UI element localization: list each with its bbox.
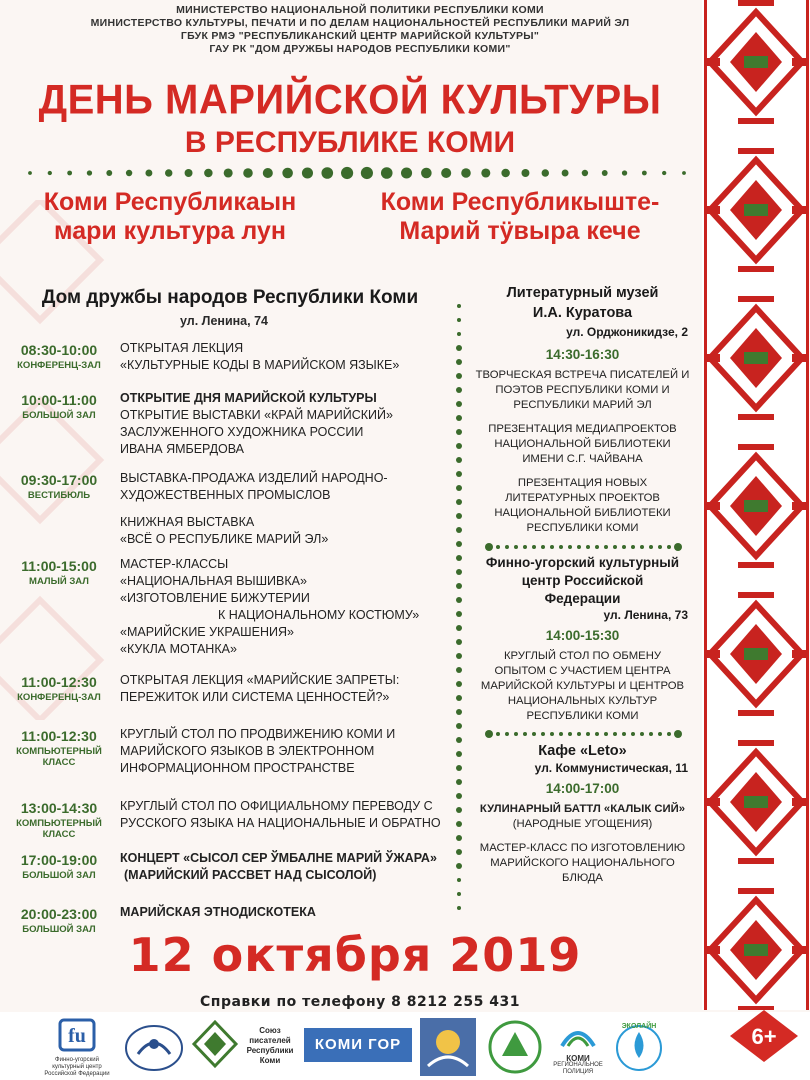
schedule-place: МАЛЫЙ ЗАЛ [29,576,89,587]
divider-dot [282,168,293,179]
divider-dot [204,169,213,178]
divider-dot [456,807,462,813]
culture-logo-icon [484,1018,546,1076]
divider-dot [649,545,653,549]
age-rating-text: 6+ [751,1024,777,1049]
museum-event-3-line4: РЕСПУБЛИКИ КОМИ [526,522,639,534]
fu-center-logo-text [42,1057,112,1078]
museum-event-2-line3: ИМЕНИ С.Г. ЧАЙВАНА [522,453,643,465]
divider-dot [457,318,461,322]
cafe-title: Кафе «Leto» [538,743,627,759]
organizer-2: МИНИСТЕРСТВО КУЛЬТУРЫ, ПЕЧАТИ И ПО ДЕЛАМ НАЦИОНАЛЬНОСТЕЙ РЕСПУБЛИКИ МАРИЙ ЭЛ [90,17,630,29]
divider-dot [456,835,462,841]
cafe-event-1 [465,802,700,832]
schedule-description-line: «КУКЛА МОТАНКА» [120,642,237,656]
schedule-description-line: РУССКОГО ЯЗЫКА НА НАЦИОНАЛЬНЫЕ И ОБРАТНО [120,816,441,830]
divider-dot [604,732,608,736]
museum-event-3-line2: ЛИТЕРАТУРНЫХ ПРОЕКТОВ [505,492,660,504]
right-column [465,283,700,886]
divider-dot [456,429,462,435]
divider-dot [421,168,432,179]
dots-divider [22,166,692,180]
divider-dot [456,583,462,589]
divider-dot [577,545,581,549]
divider-dot [87,170,92,175]
fu-text-2: культурный центр [52,1064,102,1070]
divider-dot [457,878,461,882]
schedule-description [120,390,450,458]
divider-dot [658,545,662,549]
divider-dot [577,732,581,736]
writers-union-line3: Республики [246,1046,294,1055]
center-event-line2: ОПЫТОМ С УЧАСТИЕМ ЦЕНТРА [494,665,671,677]
schedule-description-line: ИНФОРМАЦИОННОМ ПРОСТРАНСТВЕ [120,761,355,775]
cafe-event-2 [465,841,700,886]
cafe-address: ул. Коммунистическая, 11 [534,761,688,775]
divider-dot [456,513,462,519]
divider-dot [667,545,671,549]
divider-dot [456,485,462,491]
schedule-place: БОЛЬШОЙ ЗАЛ [22,410,96,421]
divider-dot [532,545,536,549]
fu-logo-icon [42,1018,112,1052]
divider-dot [456,779,462,785]
schedule-description [120,470,450,548]
museum-event-3 [465,476,700,536]
divider-dot [631,732,635,736]
divider-dot [658,732,662,736]
schedule-place-word: КЛАСС [42,829,76,840]
divider-dot [559,545,563,549]
partner-logos [0,1012,810,1080]
schedule-description-line: КРУГЛЫЙ СТОЛ ПО ОФИЦИАЛЬНОМУ ПЕРЕВОДУ С [120,799,433,813]
divider-dot [496,545,500,549]
schedule-description-line: ОТКРЫТИЕ ДНЯ МАРИЙСКОЙ КУЛЬТУРЫ [120,391,377,405]
divider-dot [649,732,653,736]
writers-union-line4: Коми [259,1056,281,1065]
left-venue-address: ул. Ленина, 74 [180,314,268,328]
divider-dot [456,373,462,379]
divider-dot [321,167,333,179]
ecoline-logo [608,1018,670,1076]
divider-dot [582,170,588,176]
cafe-time: 14:00-17:00 [545,781,620,796]
divider-dot [381,167,393,179]
divider-dot [263,168,273,178]
komi-gor-text: КОМИ ГОР [314,1036,402,1053]
schedule-description-line: КОНЦЕРТ «СЫСОЛ СЕР ЎМБАЛНЕ МАРИЙ ЎЖАРА» [120,851,437,865]
library-logo-icon [190,1018,240,1076]
schedule-time: 13:00-14:30 [20,800,98,816]
schedule-description-line: ОТКРЫТАЯ ЛЕКЦИЯ «МАРИЙСКИЕ ЗАПРЕТЫ: [120,673,400,687]
divider-dot [185,169,193,177]
divider-dot [667,732,671,736]
main-subtitle: В РЕСПУБЛИКЕ КОМИ [184,126,516,159]
divider-dot [456,695,462,701]
center-event-line1: КРУГЛЫЙ СТОЛ ПО ОБМЕНУ [503,650,662,662]
divider-dot [662,171,666,175]
ornament-motif [706,740,806,864]
center-title-line1: Финно-угорский культурный [485,555,680,570]
schedule-place: КОНФЕРЕНЦ-ЗАЛ [17,692,101,703]
divider-dot [457,892,461,896]
divider-dot [456,457,462,463]
divider-dot [456,639,462,645]
schedule-time: 11:00-12:30 [21,728,97,744]
divider-dot [586,545,590,549]
schedule-description-line: КРУГЛЫЙ СТОЛ ПО ПРОДВИЖЕНИЮ КОМИ И [120,727,396,741]
ornament-motif [706,0,806,124]
divider-dot [586,732,590,736]
ornament-motif [706,888,806,1010]
divider-dot [456,401,462,407]
schedule-description-line: ХУДОЖЕСТВЕННЫХ ПРОМЫСЛОВ [120,488,331,502]
divider-dot [341,167,353,179]
left-venue-name: Дом дружбы народов Республики Коми [41,287,419,308]
divider-dot [642,171,647,176]
schedule-description [120,850,450,884]
schedule-description-line: МАСТЕР-КЛАССЫ [120,557,229,571]
museum-event-2-line1: ПРЕЗЕНТАЦИЯ МЕДИАПРОЕКТОВ [488,423,677,435]
komi-region-logo-text [552,1055,604,1076]
organizer-4: ГАУ РК "ДОМ ДРУЖБЫ НАРОДОВ РЕСПУБЛИКИ КОМИ" [209,43,511,55]
divider-dot [456,653,462,659]
divider-dot [106,170,112,176]
divider-dot [456,527,462,533]
schedule-time: 08:30-10:00 [20,342,98,358]
divider-dot [542,169,549,176]
divider-dot [505,732,509,736]
schedule-description-line: «ИЗГОТОВЛЕНИЕ БИЖУТЕРИИ [120,591,310,605]
schedule-description-line: (МАРИЙСКИЙ РАССВЕТ НАД СЫСОЛОЙ) [124,868,377,882]
divider-dot [559,732,563,736]
divider-dot [456,387,462,393]
mari-title-line1: Коми Республикыште- [380,188,660,216]
schedule-description-line: ЗАСЛУЖЕННОГО ХУДОЖНИКА РОССИИ [120,425,364,439]
divider-dot [456,723,462,729]
schedule-description-line: «ВСЁ О РЕСПУБЛИКЕ МАРИЙ ЭЛ» [120,532,329,546]
divider-dot [67,171,72,176]
svg-text:fu: fu [68,1025,86,1047]
divider-dot [550,545,554,549]
divider-dot [640,732,644,736]
leto-logo [420,1018,476,1076]
schedule-description-line: ИВАНА ЯМБЕРДОВА [120,442,245,456]
schedule-place: БОЛЬШОЙ ЗАЛ [22,924,96,935]
divider-dot [568,545,572,549]
museum-event-1 [465,368,700,413]
ornament-strip [702,0,810,1010]
ornament-border [704,0,707,1010]
schedule-description [120,672,450,706]
divider-dot [456,849,462,855]
cafe-event-1-title: КУЛИНАРНЫЙ БАТТЛ «КАЛЫК СИЙ» [479,803,686,815]
komi-region-logo [552,1018,604,1076]
schedule-description-line: МАРИЙСКОГО ЯЗЫКОВ В ЭЛЕКТРОННОМ [120,744,375,758]
schedule-description [120,904,450,921]
divider-dot [48,171,52,175]
schedule-place [6,746,112,768]
fu-text-1: Финно-угорский [55,1057,99,1063]
organizers-list [40,4,680,56]
schedule-time: 20:00-23:00 [20,906,98,922]
divider-dot [401,167,412,178]
schedule-description-line: ОТКРЫТИЕ ВЫСТАВКИ «КРАЙ МАРИЙСКИЙ» [120,408,393,422]
museum-event-2-line2: НАЦИОНАЛЬНОЙ БИБЛИОТЕКИ [494,438,671,450]
divider-dot [674,543,682,551]
schedule-time: 17:00-19:00 [20,852,98,868]
center-event [465,649,700,724]
schedule-place: БОЛЬШОЙ ЗАЛ [22,870,96,881]
ornament-motif [706,444,806,568]
divider-dot [456,611,462,617]
divider-dot [496,732,500,736]
komi-region-line2: РЕГИОНАЛЬНОЕ [553,1062,603,1068]
divider-dot [456,443,462,449]
divider-dot [28,171,32,175]
divider-dot [485,730,493,738]
event-date: 12 октября 2019 [128,928,582,982]
section-divider-2 [483,729,683,739]
divider-dot [481,168,490,177]
divider-dot [456,555,462,561]
writers-union-logo [244,1018,296,1076]
schedule-time: 09:30-17:00 [20,472,98,488]
divider-dot [602,170,608,176]
divider-dot [568,732,572,736]
divider-dot [224,168,233,177]
divider-dot [456,709,462,715]
center-address: ул. Ленина, 73 [603,608,688,622]
divider-dot [456,569,462,575]
komi-gor-logo [304,1028,412,1062]
schedule-description-line: ОТКРЫТАЯ ЛЕКЦИЯ [120,341,244,355]
divider-dot [456,359,462,365]
divider-dot [456,667,462,673]
faint-background-pattern [0,200,120,720]
organizer-3: ГБУК РМЭ "РЕСПУБЛИКАНСКИЙ ЦЕНТР МАРИЙСКОЙ КУЛЬТУРЫ" [180,30,540,42]
divider-dot [456,765,462,771]
center-time: 14:00-15:30 [545,628,620,643]
divider-dot [523,545,527,549]
divider-dot [461,168,471,178]
leto-logo-icon [420,1018,476,1076]
museum-event-1-line1: ТВОРЧЕСКАЯ ВСТРЕЧА ПИСАТЕЛЕЙ И [475,369,690,381]
divider-dot [456,541,462,547]
divider-dot [640,545,644,549]
divider-dot [145,170,152,177]
schedule-description [120,556,450,658]
divider-dot [595,732,599,736]
komi-title-line2: мари культура лун [54,217,286,245]
ecoline-text: ЭКОЛАЙН [621,1023,657,1030]
schedule-place-word: КЛАСС [42,757,76,768]
schedule-time: 11:00-15:00 [21,558,97,574]
divider-dot [622,170,627,175]
divider-dot [613,545,617,549]
divider-dot [456,681,462,687]
schedule-place [6,818,112,840]
divider-dot [456,625,462,631]
center-event-line4: НАЦИОНАЛЬНЫХ КУЛЬТУР [507,695,658,707]
schedule-description-line: «КУЛЬТУРНЫЕ КОДЫ В МАРИЙСКОМ ЯЗЫКЕ» [120,358,400,372]
divider-dot [604,545,608,549]
komi-region-logo-icon [552,1018,604,1050]
museum-event-2 [465,422,700,467]
schedule-place-word: КОМПЬЮТЕРНЫЙ [16,818,102,829]
museum-time: 14:30-16:30 [545,347,620,362]
ornament-motif [706,148,806,272]
ornament-motif [706,296,806,420]
mari-title-line2: Марий тӱвыра кече [399,217,641,245]
cafe-event-2-line3: БЛЮДА [562,872,603,884]
museum-logo [122,1018,186,1076]
center-event-line5: РЕСПУБЛИКИ КОМИ [526,710,639,722]
komi-language-title [10,188,330,246]
fu-text-3: Российской Федерации [44,1071,110,1077]
schedule-time: 11:00-12:30 [21,674,97,690]
komi-title-line1: Коми Республикаын [43,188,297,216]
writers-union-line2: писателей [249,1036,291,1045]
ecoline-logo-icon [608,1018,670,1076]
schedule-description-line: ВЫСТАВКА-ПРОДАЖА ИЗДЕЛИЙ НАРОДНО- [120,471,388,485]
museum-event-1-line3: РЕСПУБЛИКИ МАРИЙ ЭЛ [513,399,652,411]
divider-dot [243,168,253,178]
divider-dot [523,732,527,736]
divider-dot [622,732,626,736]
divider-dot [514,545,518,549]
schedule-description [120,726,450,777]
divider-dot [485,543,493,551]
fu-center-logo [42,1018,112,1076]
schedule-description-line: КНИЖНАЯ ВЫСТАВКА [120,515,255,529]
divider-dot [456,737,462,743]
divider-dot [532,732,536,736]
culture-logo [484,1018,546,1076]
divider-dot [456,597,462,603]
divider-dot [457,304,461,308]
divider-dot [456,345,462,351]
schedule-description-line: ПЕРЕЖИТОК ИЛИ СИСТЕМА ЦЕННОСТЕЙ?» [120,690,390,704]
komi-region-line1: КОМИ [566,1054,590,1063]
ornament-motif [706,592,806,716]
schedule-time: 10:00-11:00 [21,392,97,408]
info-phone: Справки по телефону 8 8212 255 431 [200,994,520,1010]
schedule-description [120,340,450,374]
organizer-1: МИНИСТЕРСТВО НАЦИОНАЛЬНОЙ ПОЛИТИКИ РЕСПУБЛИКИ КОМИ [176,4,544,16]
schedule-description-line: «МАРИЙСКИЕ УКРАШЕНИЯ» [120,625,294,639]
divider-dot [622,545,626,549]
schedule-description [120,798,450,832]
museum-address: ул. Орджоникидзе, 2 [566,325,688,339]
center-event-line3: МАРИЙСКОЙ КУЛЬТУРЫ И ЦЕНТРОВ [480,680,685,692]
schedule-description-line [120,504,450,514]
divider-dot [505,545,509,549]
divider-dot [456,415,462,421]
center-title-line2: центр Российской [521,573,644,588]
museum-event-3-line1: ПРЕЗЕНТАЦИЯ НОВЫХ [517,477,648,489]
museum-event-1-line2: ПОЭТОВ РЕСПУБЛИКИ КОМИ И [495,384,670,396]
museum-event-3-line3: НАЦИОНАЛЬНОЙ БИБЛИОТЕКИ [494,507,671,519]
schedule-description-line: К НАЦИОНАЛЬНОМУ КОСТЮМУ» [218,608,420,622]
divider-dot [562,170,569,177]
divider-dot [456,471,462,477]
schedule-place: ВЕСТИБЮЛЬ [27,490,91,501]
divider-dot [550,732,554,736]
divider-dot [541,732,545,736]
divider-dot [361,167,373,179]
divider-dot [302,167,313,178]
schedule-description-line: МАРИЙСКАЯ ЭТНОДИСКОТЕКА [120,905,316,919]
age-rating-badge [728,1008,800,1064]
museum-title-line1: Литературный музей [506,285,659,301]
schedule-place-word: КОМПЬЮТЕРНЫЙ [16,746,102,757]
divider-dot [457,906,461,910]
divider-dot [631,545,635,549]
divider-dot [126,170,132,176]
divider-dot [456,751,462,757]
divider-dot [595,545,599,549]
mari-language-title [350,188,690,246]
divider-dot [456,821,462,827]
divider-dot [456,793,462,799]
writers-union-line1: Союз [259,1026,281,1035]
divider-dot [521,169,529,177]
divider-dot [441,168,451,178]
center-title-line3: Федерации [544,591,621,606]
divider-dot [501,169,510,178]
divider-dot [541,545,545,549]
komi-region-line3: ПОЛИЦИЯ [562,1069,594,1075]
museum-logo-icon [122,1018,186,1076]
main-title: ДЕНЬ МАРИЙСКОЙ КУЛЬТУРЫ [38,76,662,124]
schedule-description-line: «НАЦИОНАЛЬНАЯ ВЫШИВКА» [120,574,307,588]
divider-dot [456,499,462,505]
library-logo [190,1018,240,1076]
divider-dot [682,171,686,175]
schedule-place: КОНФЕРЕНЦ-ЗАЛ [17,360,101,371]
vertical-divider [455,300,463,920]
divider-dot [457,332,461,336]
cafe-event-2-line1: МАСТЕР-КЛАСС ПО ИЗГОТОВЛЕНИЮ [479,842,686,854]
cafe-event-2-line2: МАРИЙСКОГО НАЦИОНАЛЬНОГО [490,857,675,869]
cafe-event-1-subtitle: (НАРОДНЫЕ УГОЩЕНИЯ) [512,818,653,830]
museum-title-line2: И.А. Куратова [532,305,633,321]
ornament-border [806,0,809,1010]
section-divider-1 [483,542,683,552]
divider-dot [456,863,462,869]
divider-dot [613,732,617,736]
divider-dot [674,730,682,738]
divider-dot [514,732,518,736]
divider-dot [165,169,172,176]
